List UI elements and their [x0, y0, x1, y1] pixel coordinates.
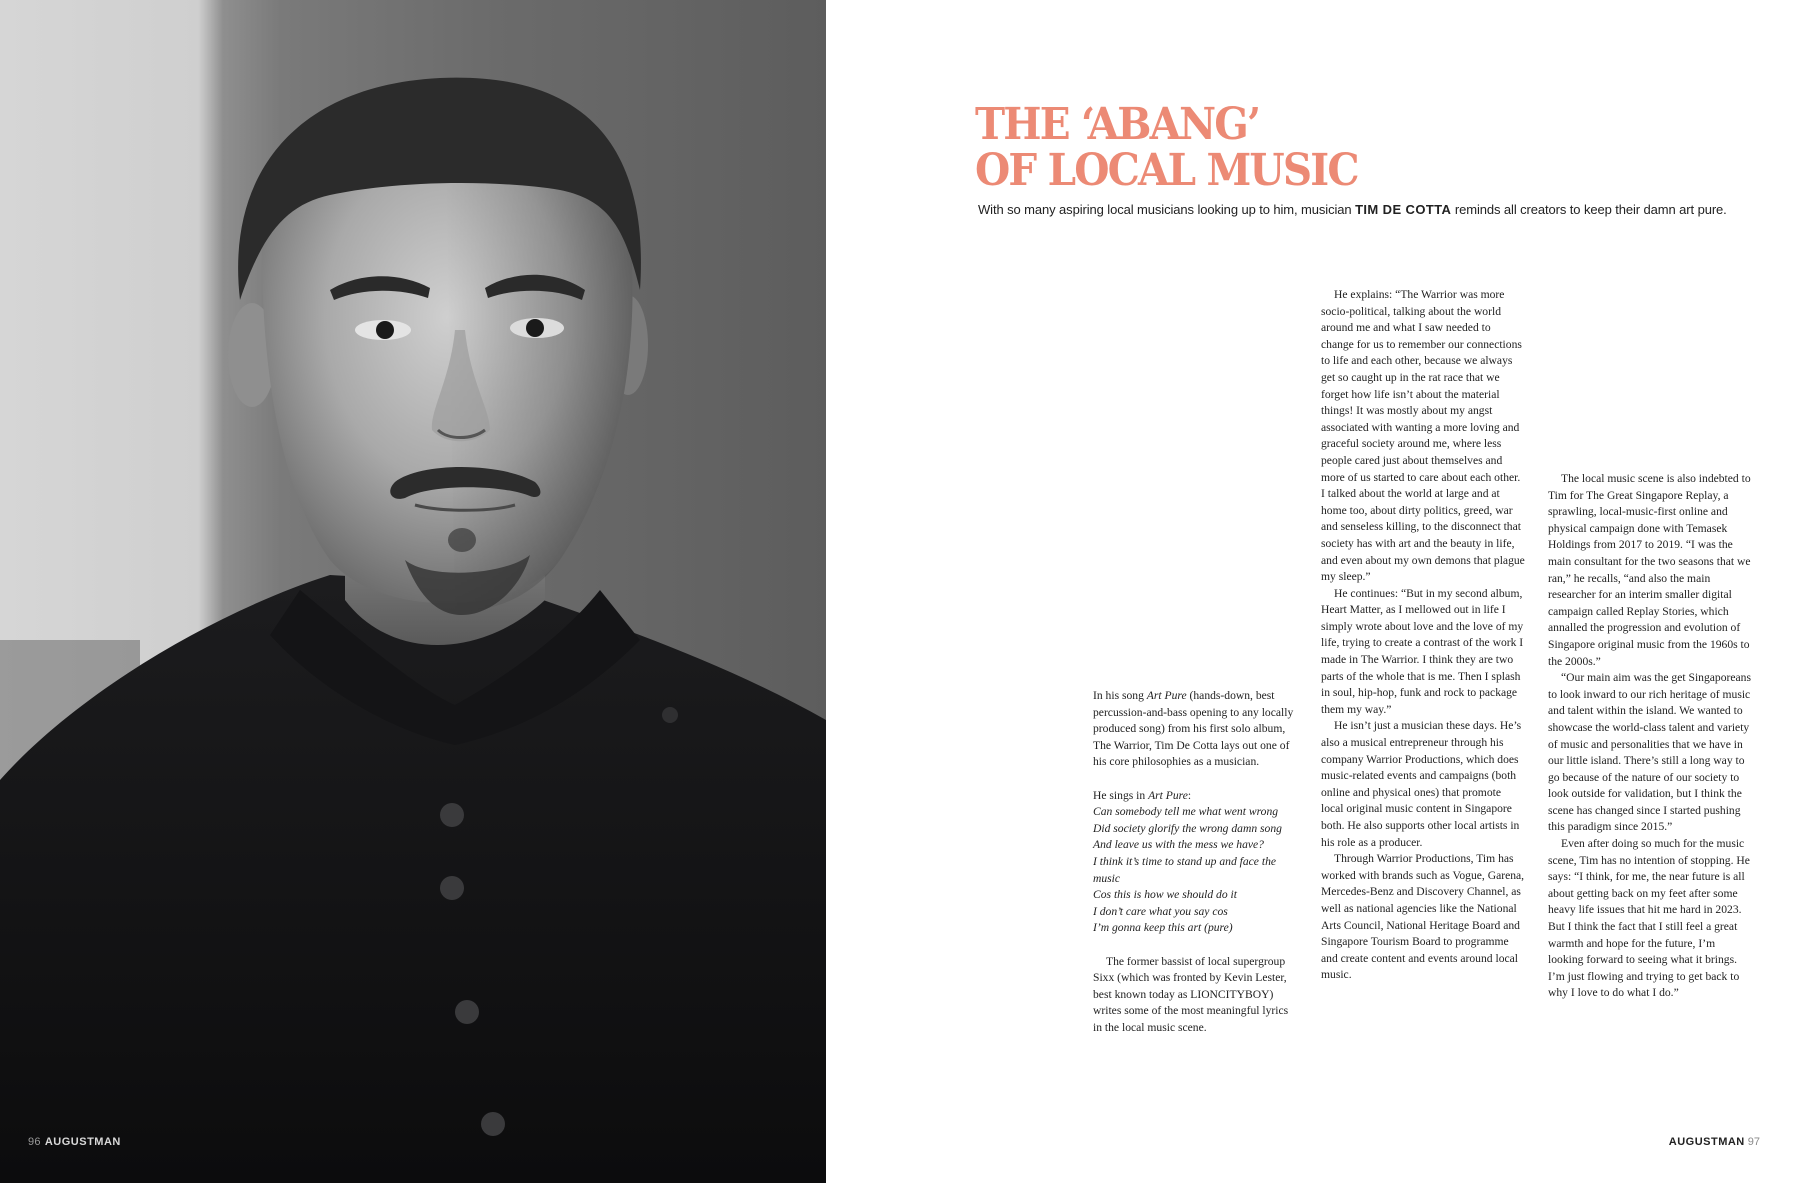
brand-right: AUGUSTMAN — [1668, 1136, 1745, 1148]
col2-paragraph-1: He explains: “The Warrior was more socio-political, talking about the world around me and what I saw needed to change for us to remember our connections to life and each other, because we always get so caught up in the rat race that we forget how life isn’t about the material things! It was mostly about my angst associated with wanting a more loving and graceful society around me, where less people cared just about themselves and more of us started to care about each other. I talked about the world at large and at home too, about dirty politics, greed, war and senseless killing, to the disconnect that society has with art and the beauty in life, and even about my own demons that plague my sleep.” — [1321, 288, 1525, 584]
col2-paragraph-3: He isn’t just a musician these days. He’s also a musical entrepreneur through his company Warrior Productions, which does music-related events and campaigns (both online and physical ones) that promote local original music content in Singapore both. He also supports other local artists in his role as a producer. — [1321, 719, 1522, 849]
article-column-2 — [1321, 287, 1525, 984]
standfirst-before: With so many aspiring local musicians looking up to him, musician — [978, 202, 1356, 217]
brand-left: AUGUSTMAN — [44, 1136, 121, 1148]
col3-paragraph-2: “Our main aim was the get Singaporeans to look inward to our rich heritage of music and talent within the island. We wanted to showcase the world-class talent and variety of music and personalities that we have in our little island. There’s still a long way to go because of the nature of our society to look outside for validation, but I think the scene has changed since I started pushing this paradigm since 2015.” — [1548, 671, 1751, 834]
page-number-left: 96 — [28, 1136, 41, 1148]
folio-right — [1669, 1136, 1760, 1148]
col1-paragraph-1 — [1093, 688, 1297, 771]
lyric-line: I’m gonna keep this art (pure) — [1093, 921, 1233, 935]
lyric-line: Can somebody tell me what went wrong — [1093, 805, 1279, 819]
lyric-line: Cos this is how we should do it — [1093, 888, 1237, 902]
col2-paragraph-2: He continues: “But in my second album, Heart Matter, as I mellowed out in life I simply wrote about love and the love of my life, trying to create a contrast of the work I made in The Warrior. I think they are two parts of the whole that is me. Then I splash in soul, hip-hop, funk and rock to package them my way.” — [1321, 586, 1524, 716]
portrait-photo — [0, 0, 826, 1183]
portrait-illustration — [0, 0, 826, 1183]
article-column-3 — [1548, 471, 1752, 1002]
page-number-right: 97 — [1747, 1136, 1760, 1148]
article-headline — [975, 99, 1358, 196]
song-title: Art Pure — [1148, 788, 1188, 802]
col1-paragraph-2 — [1093, 788, 1297, 805]
col1-p1-text-a: In his song — [1093, 689, 1147, 702]
headline-line-2: OF LOCAL MUSIC — [975, 145, 1358, 196]
col2-paragraph-4: Through Warrior Productions, Tim has worked with brands such as Vogue, Garena, Mercedes-Benz and Discovery Channel, as well as national agencies like the National Arts Council, National Heritage Board and Singapore Tourism Board to programme and create content and events around local music. — [1321, 852, 1525, 982]
headline-line-1: THE ‘ABANG’ — [975, 99, 1260, 150]
folio-left — [28, 1136, 121, 1148]
lyric-line: I don’t care what you say cos — [1093, 904, 1228, 918]
lyric-line: And leave us with the mess we have? — [1093, 838, 1264, 852]
article-column-1 — [1093, 688, 1297, 1036]
col1-paragraph-3: The former bassist of local supergroup Sixx (which was fronted by Kevin Lester, best known today as LIONCITYBOY) writes some of the most meaningful lyrics in the local music scene. — [1093, 954, 1289, 1034]
lyric-line: Did society glorify the wrong damn song — [1093, 821, 1282, 835]
song-title: Art Pure — [1146, 689, 1187, 702]
col1-p2-text-b: : — [1187, 788, 1192, 802]
standfirst — [978, 202, 1758, 217]
col1-p1-text-b: (hands-down, best percussion-and-bass opening to any locally produced song) from his first solo album, The Warrior, Tim De Cotta lays out one of his core philosophies as a musician. — [1093, 689, 1294, 769]
lyric-line: I think it’s time to stand up and face the music — [1093, 854, 1277, 885]
col3-paragraph-1: The local music scene is also indebted to Tim for The Great Singapore Replay, a sprawling, local-music-first online and physical campaign done with Temasek Holdings from 2017 to 2019. “I was the main consultant for the two seasons that we ran,” he recalls, “and also the main researcher for an interim smaller digital campaign called Replay Stories, which annalled the progression and evolution of Singapore original music from the 1960s to the 2000s.” — [1548, 472, 1751, 668]
col1-p2-text-a: He sings in — [1093, 788, 1149, 802]
col3-paragraph-3: Even after doing so much for the music scene, Tim has no intention of stopping. He says: “I think, for me, the near future is all about getting back on my feet after some heavy life issues that hit me hard in 2023. But I think the fact that I still feel a great warmth and hope for the future, I’m looking forward to seeing what it brings. I’m just flowing and trying to get back to why I love to do what I do.” — [1548, 837, 1750, 1000]
standfirst-name: TIM DE COTTA — [1355, 202, 1452, 217]
standfirst-after: reminds all creators to keep their damn art pure. — [1451, 202, 1727, 217]
lyrics-block — [1093, 804, 1297, 937]
